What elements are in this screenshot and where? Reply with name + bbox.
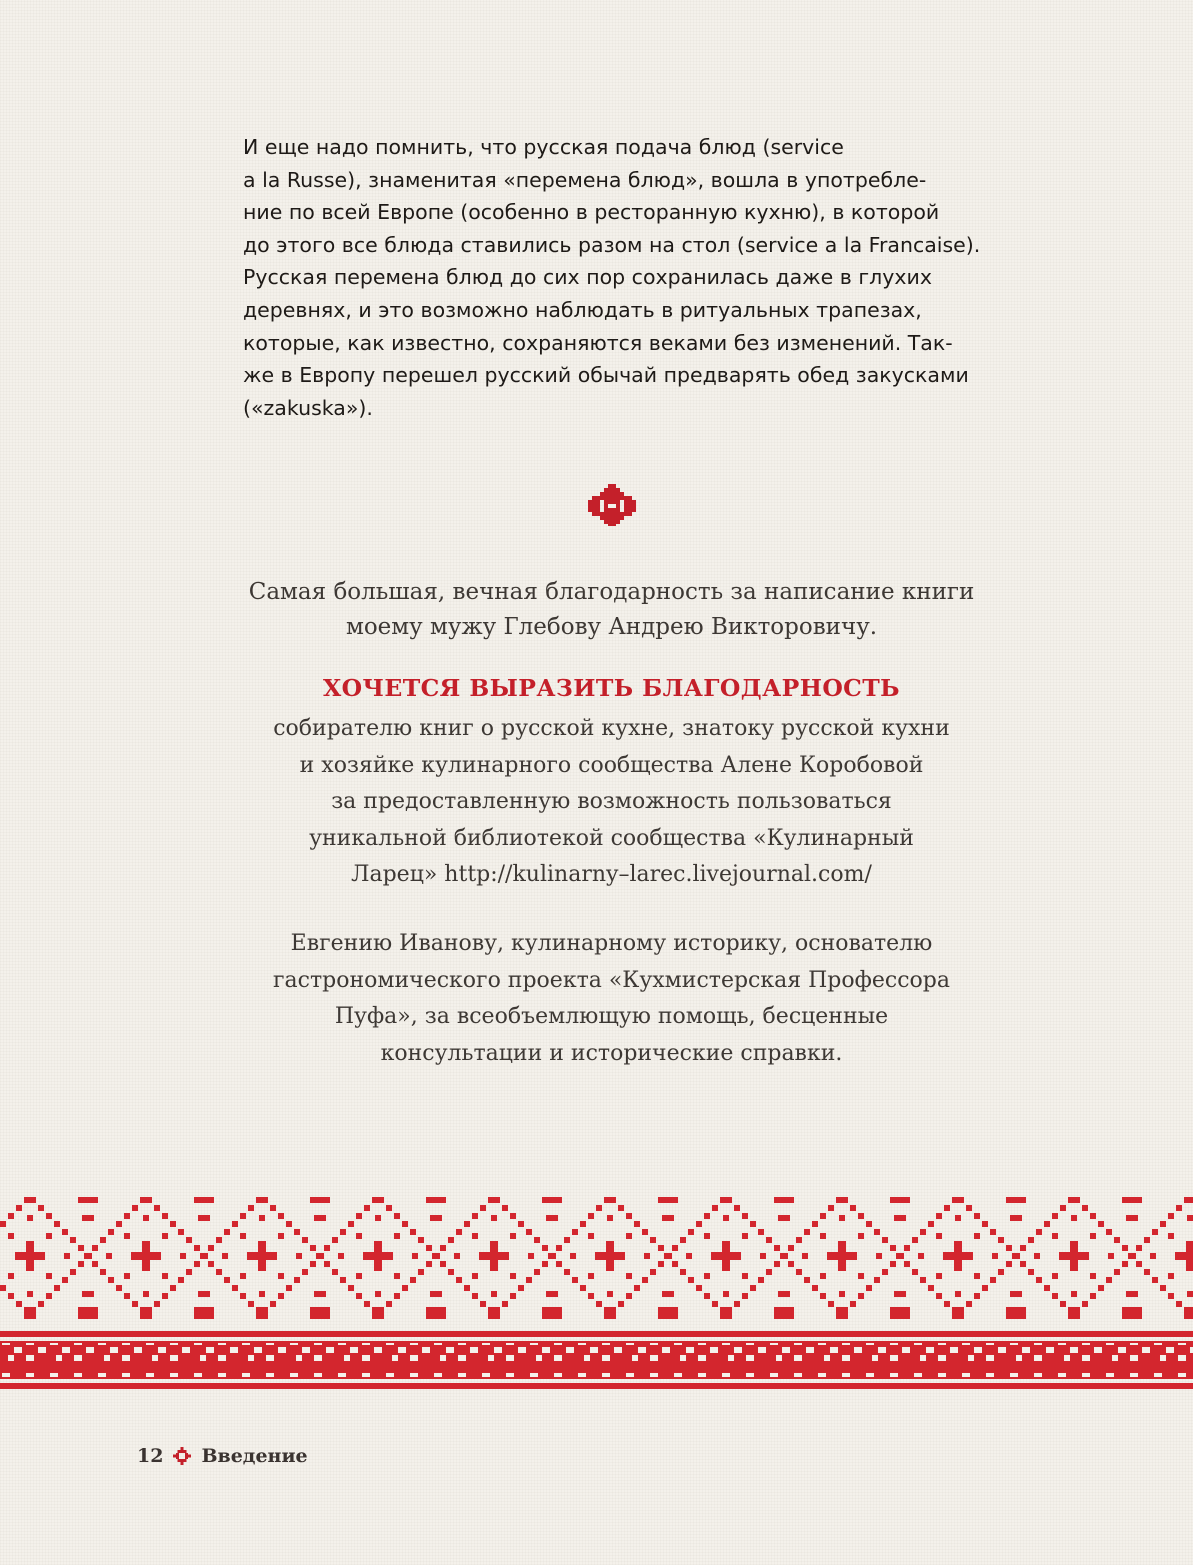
- acknowledgment-line: и хозяйке кулинарного сообщества Алене Коробовой: [299, 752, 924, 778]
- acknowledgment-line: Ларец» http://kulinarny–larec.livejournal.com/: [351, 862, 872, 888]
- chapter-title: Введение: [201, 1445, 308, 1467]
- paragraph-line: И еще надо помнить, что русская подача блюд (service: [243, 135, 844, 159]
- paragraph-line: деревнях, и это возможно наблюдать в ритуальных трапезах,: [243, 297, 922, 322]
- acknowledgment-line: Пуфа», за всеобъемлющую помощь, бесценные: [334, 1004, 889, 1030]
- paragraph-line: («zakuska»).: [243, 395, 373, 420]
- acknowledgment-ivanov: [200, 926, 1023, 1072]
- small-rosette-icon: [173, 1447, 191, 1465]
- body-paragraph: [243, 131, 983, 424]
- acknowledgment-line: моему мужу Глебову Андрею Викторовичу.: [345, 614, 878, 640]
- page-footer: [137, 1441, 308, 1471]
- embroidery-border: [0, 1197, 1193, 1397]
- acknowledgment-korobova: [200, 711, 1023, 894]
- acknowledgment-line: Евгению Иванову, кулинарному историку, основателю: [290, 931, 933, 956]
- acknowledgment-line: консультации и исторические справки.: [380, 1040, 843, 1066]
- acknowledgment-spouse: [200, 575, 1023, 645]
- paragraph-line: же в Европу перешел русский обычай предварять обед закусками: [243, 363, 969, 388]
- acknowledgment-line: Самая большая, вечная благодарность за написание книги: [248, 579, 975, 605]
- acknowledgment-line: собирателю книг о русской кухне, знатоку русской кухни: [273, 716, 950, 741]
- embroidery-rosette-icon: [588, 484, 636, 526]
- paragraph-line: Русская перемена блюд до сих пор сохранилась даже в глухих: [243, 265, 932, 290]
- paragraph-line: до этого все блюда ставились разом на стол (service a la Francaise).: [243, 232, 981, 257]
- paragraph-line: которые, как известно, сохраняются веками без изменений. Так-: [243, 330, 953, 355]
- acknowledgment-heading: ХОЧЕТСЯ ВЫРАЗИТЬ БЛАГОДАРНОСТЬ: [323, 674, 900, 702]
- acknowledgment-line: уникальной библиотекой сообщества «Кулинарный: [309, 825, 914, 851]
- paragraph-line: a la Russe), знаменитая «перемена блюд», вошла в употребле-: [243, 167, 927, 192]
- acknowledgment-line: гастрономического проекта «Кухмистерская Профессора: [273, 967, 950, 993]
- acknowledgment-line: за предоставленную возможность пользоваться: [331, 789, 892, 815]
- paragraph-line: ние по всей Европе (особенно в ресторанную кухню), в которой: [243, 200, 940, 225]
- page-number: 12: [137, 1445, 164, 1467]
